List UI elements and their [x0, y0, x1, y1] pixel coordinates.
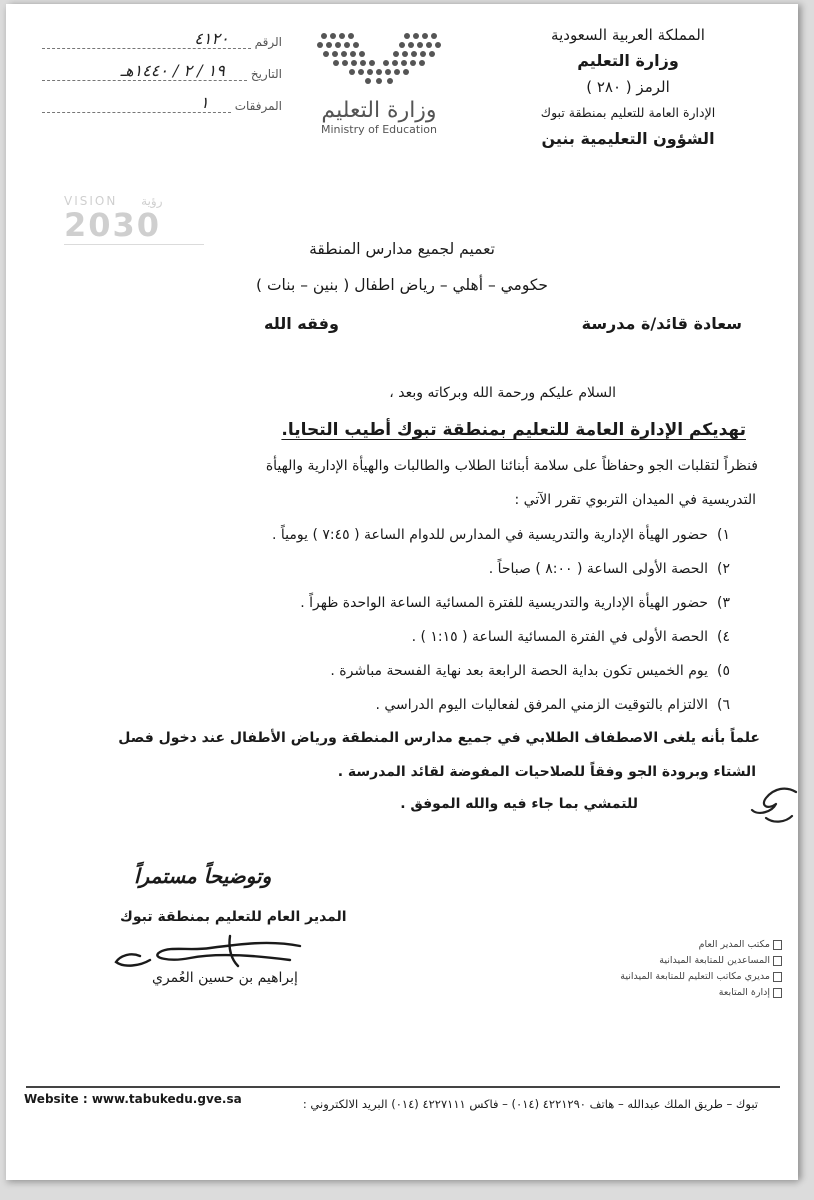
website-label: Website :: [24, 1092, 88, 1106]
list-item-text: حضور الهيأة الإدارية والتدريسية للفترة المسائية الساعة الواحدة ظهراً .: [300, 595, 708, 611]
list-item-number: ٤): [717, 629, 730, 645]
reference-number-value: ٤١٢٠: [194, 28, 229, 48]
list-item: [412, 629, 730, 645]
kingdom-name: المملكة العربية السعودية: [551, 26, 705, 44]
greeting: السلام عليكم ورحمة الله وبركاته وبعد ،: [389, 385, 616, 401]
directorate-name: الإدارة العامة للتعليم بمنطقة تبوك: [540, 105, 716, 120]
checkbox-icon: [773, 956, 782, 966]
note-line-2: الشتاء وبرودة الجو وفقاً للصلاحيات المفوضة لقائد المدرسة .: [337, 764, 756, 780]
checkbox-icon: [773, 988, 782, 998]
list-item-text: الحصة الأولى الساعة ( ٨:٠٠ ) صباحاً .: [488, 561, 708, 577]
ministry-code: الرمز ( ٢٨٠ ): [586, 78, 670, 96]
list-item-number: ٥): [717, 663, 730, 679]
footer-divider: [26, 1086, 780, 1088]
circular-subtitle: حكومي – أهلي – رياض اطفال ( بنين – بنات ): [255, 276, 549, 294]
reference-number-label: الرقم: [254, 35, 282, 49]
reference-fields: [42, 30, 282, 126]
list-item-text: الالتزام بالتوقيت الزمني المرفق لفعاليات اليوم الدراسي .: [375, 697, 708, 713]
handwritten-initial-icon: [746, 780, 802, 828]
note-line-1: علماً بأنه يلغى الاصطفاف الطلابي في جميع مدارس المنطقة ورياض الأطفال عند دخول فصل: [118, 730, 760, 746]
reference-number-field: [42, 30, 282, 54]
reference-date-value: ١٩ / ٢ / ١٤٤٠هـ: [120, 60, 225, 80]
closing-line: للتمشي بما جاء فيه والله الموفق .: [400, 796, 638, 812]
vision-label: VISION: [64, 194, 118, 208]
address-recipient: سعادة قائد/ة مدرسة: [581, 314, 742, 333]
footer-website: [24, 1092, 242, 1106]
distribution-item: مديري مكاتب التعليم للمتابعة الميدانية: [612, 969, 782, 985]
distribution-item: إدارة المتابعة: [612, 985, 782, 1001]
department-name: الشؤون التعليمية بنين: [541, 129, 715, 148]
list-item-text: حضور الهيأة الإدارية والتدريسية في المدارس للدوام الساعة ( ٧:٤٥ ) يومياً .: [272, 527, 708, 543]
ministry-name: وزارة التعليم: [577, 51, 679, 70]
website-url[interactable]: www.tabukedu.gve.sa: [91, 1092, 242, 1106]
intro-line-1: فنظراً لتقلبات الجو وحفاظاً على سلامة أبنائنا الطلاب والطالبات والهيأة الإدارية والهيأة: [265, 458, 758, 474]
attachments-field: [42, 94, 282, 118]
intro-line-2: التدريسية في الميدان التربوي تقرر الآتي :: [514, 492, 756, 508]
signatory-title: المدير العام للتعليم بمنطقة تبوك: [120, 909, 347, 925]
letter-sheet: [6, 4, 798, 1180]
letter-heading: تهديكم الإدارة العامة للتعليم بمنطقة تبوك أطيب التحايا.: [281, 420, 746, 440]
list-item-text: الحصة الأولى في الفترة المسائية الساعة ( ١:١٥ ) .: [411, 629, 708, 645]
vision-arabic: رؤية: [141, 194, 163, 208]
list-item: [272, 527, 730, 543]
list-item-number: ١): [717, 527, 730, 543]
list-item: [489, 561, 730, 577]
circular-title: تعميم لجميع مدارس المنطقة: [309, 240, 495, 258]
ministry-logo: [284, 26, 474, 146]
letterhead-right: [498, 22, 758, 152]
distribution-item: مكتب المدير العام: [612, 937, 782, 953]
signature-icon: [110, 926, 310, 976]
reference-date-label: التاريخ: [250, 67, 282, 81]
footer-address: تبوك – طريق الملك عبدالله – هاتف ٤٢٢١٢٩٠ (٠١٤) – فاكس ٤٢٢٧١١١ (٠١٤) البريد الالكتروني :: [302, 1097, 758, 1111]
attachments-value: ١: [200, 92, 209, 112]
list-item: [330, 663, 730, 679]
handwritten-annotation: وتوضيحاً مستمراً: [134, 864, 272, 888]
logo-arabic-name: وزارة التعليم: [321, 98, 437, 123]
list-item-number: ٣): [717, 595, 730, 611]
reference-date-field: [42, 62, 282, 86]
attachments-label: المرفقات: [234, 99, 282, 113]
distribution-list: [612, 937, 782, 1001]
list-item-number: ٦): [717, 697, 730, 713]
list-item-text: يوم الخميس تكون بداية الحصة الرابعة بعد نهاية الفسحة مباشرة .: [330, 663, 708, 679]
logo-english-name: Ministry of Education: [320, 123, 437, 136]
checkbox-icon: [773, 972, 782, 982]
list-item-number: ٢): [717, 561, 730, 577]
list-item: [375, 697, 730, 713]
signatory-name: إبراهيم بن حسين العُمري: [152, 970, 298, 986]
address-blessing: وفقه الله: [264, 314, 339, 333]
list-item: [300, 595, 730, 611]
distribution-item: المساعدين للمتابعة الميدانية: [612, 953, 782, 969]
checkbox-icon: [773, 940, 782, 950]
vision-year: 2030: [64, 206, 162, 244]
ministry-dots-icon: [304, 26, 454, 88]
